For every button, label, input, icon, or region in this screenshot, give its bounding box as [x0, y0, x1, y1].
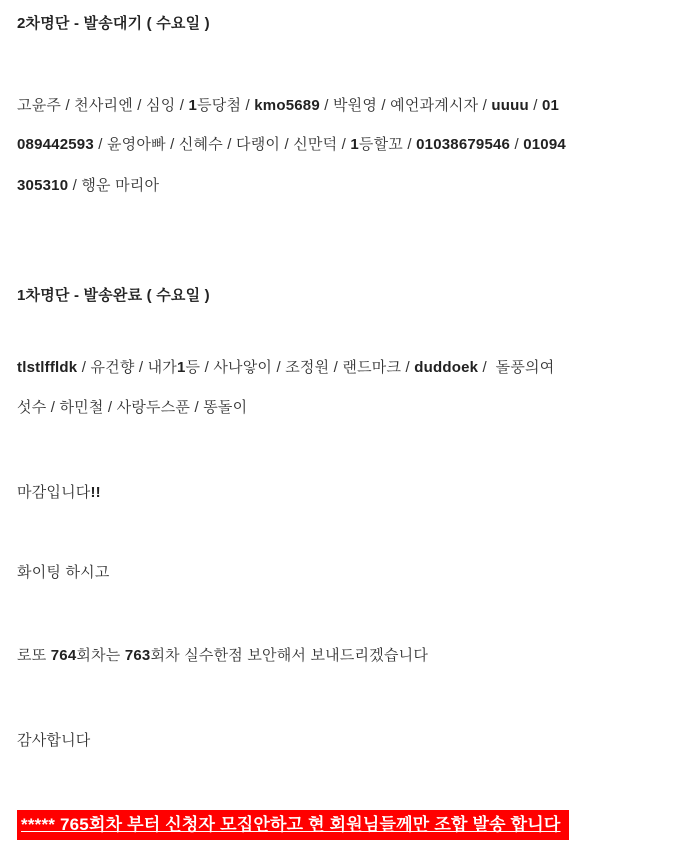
- text-segment: 1: [350, 136, 359, 153]
- text-segment: 1: [177, 359, 186, 376]
- text-segment: duddoek: [414, 359, 479, 376]
- text-segment: 마감입니다: [17, 484, 91, 501]
- text-segment: 01: [541, 97, 560, 114]
- text-segment: 고윤주 / 천사리엔 / 심잉 /: [17, 97, 189, 114]
- text-segment: 회차는: [76, 647, 125, 664]
- text-segment: 1차명단 - 발송완료 ( 수요일 ): [17, 287, 210, 304]
- text-segment: / 윤영아빠 / 신혜수 / 다랭이 / 신만덕 /: [93, 136, 351, 153]
- text-segment: 화이팅 하시고: [17, 564, 110, 581]
- thanks-note: [17, 730, 679, 751]
- text-segment: 01038679546: [416, 136, 511, 153]
- text-segment: kmo5689: [254, 97, 320, 114]
- text-segment: !!: [90, 484, 101, 501]
- text-segment: /: [510, 136, 524, 153]
- notice-banner-text: ***** 765회차 부터 신청자 모집안하고 현 회원님들께만 조합 발송 합니다: [21, 815, 561, 834]
- text-segment: / 박원영 / 예언과계시자 /: [319, 97, 492, 114]
- text-segment: 회차 실수한점 보안해서 보내드리겠습니다: [150, 647, 429, 664]
- cheer-note: [17, 562, 679, 583]
- list2-names-line-1: [17, 95, 679, 116]
- text-segment: 등당첨 /: [197, 97, 255, 114]
- text-segment: 섯수 / 하민철 / 사랑두스푼 / 똥돌이: [17, 399, 248, 416]
- text-segment: 764: [50, 647, 77, 664]
- list2-heading: [17, 13, 679, 34]
- closing-note: [17, 482, 679, 503]
- list1-heading: [17, 285, 679, 306]
- lotto-note: [17, 645, 679, 666]
- text-segment: 089442593: [17, 136, 94, 153]
- text-segment: 01094: [523, 136, 566, 153]
- list2-names-line-3: [17, 175, 679, 196]
- text-segment: 감사합니다: [17, 732, 91, 749]
- text-segment: tlstlffldk: [17, 359, 78, 376]
- text-segment: uuuu: [491, 97, 529, 114]
- text-segment: 763: [124, 647, 151, 664]
- notice-banner: [17, 810, 569, 840]
- text-segment: 2차명단 - 발송대기 ( 수요일 ): [17, 15, 210, 32]
- text-segment: / 행운 마리아: [68, 177, 160, 194]
- list2-names-line-2: [17, 134, 679, 155]
- text-segment: 로또: [17, 647, 51, 664]
- text-segment: / 유건향 / 내가: [77, 359, 177, 376]
- text-segment: / 돌풍의여: [478, 359, 555, 376]
- list1-names-line-2: [17, 397, 679, 418]
- text-segment: 305310: [17, 177, 69, 194]
- list1-names-line-1: [17, 357, 679, 378]
- text-segment: 등할꼬 /: [358, 136, 417, 153]
- text-segment: 1: [188, 97, 198, 114]
- text-segment: 등 / 사나앟이 / 조정원 / 랜드마크 /: [185, 359, 415, 376]
- text-segment: /: [528, 97, 542, 114]
